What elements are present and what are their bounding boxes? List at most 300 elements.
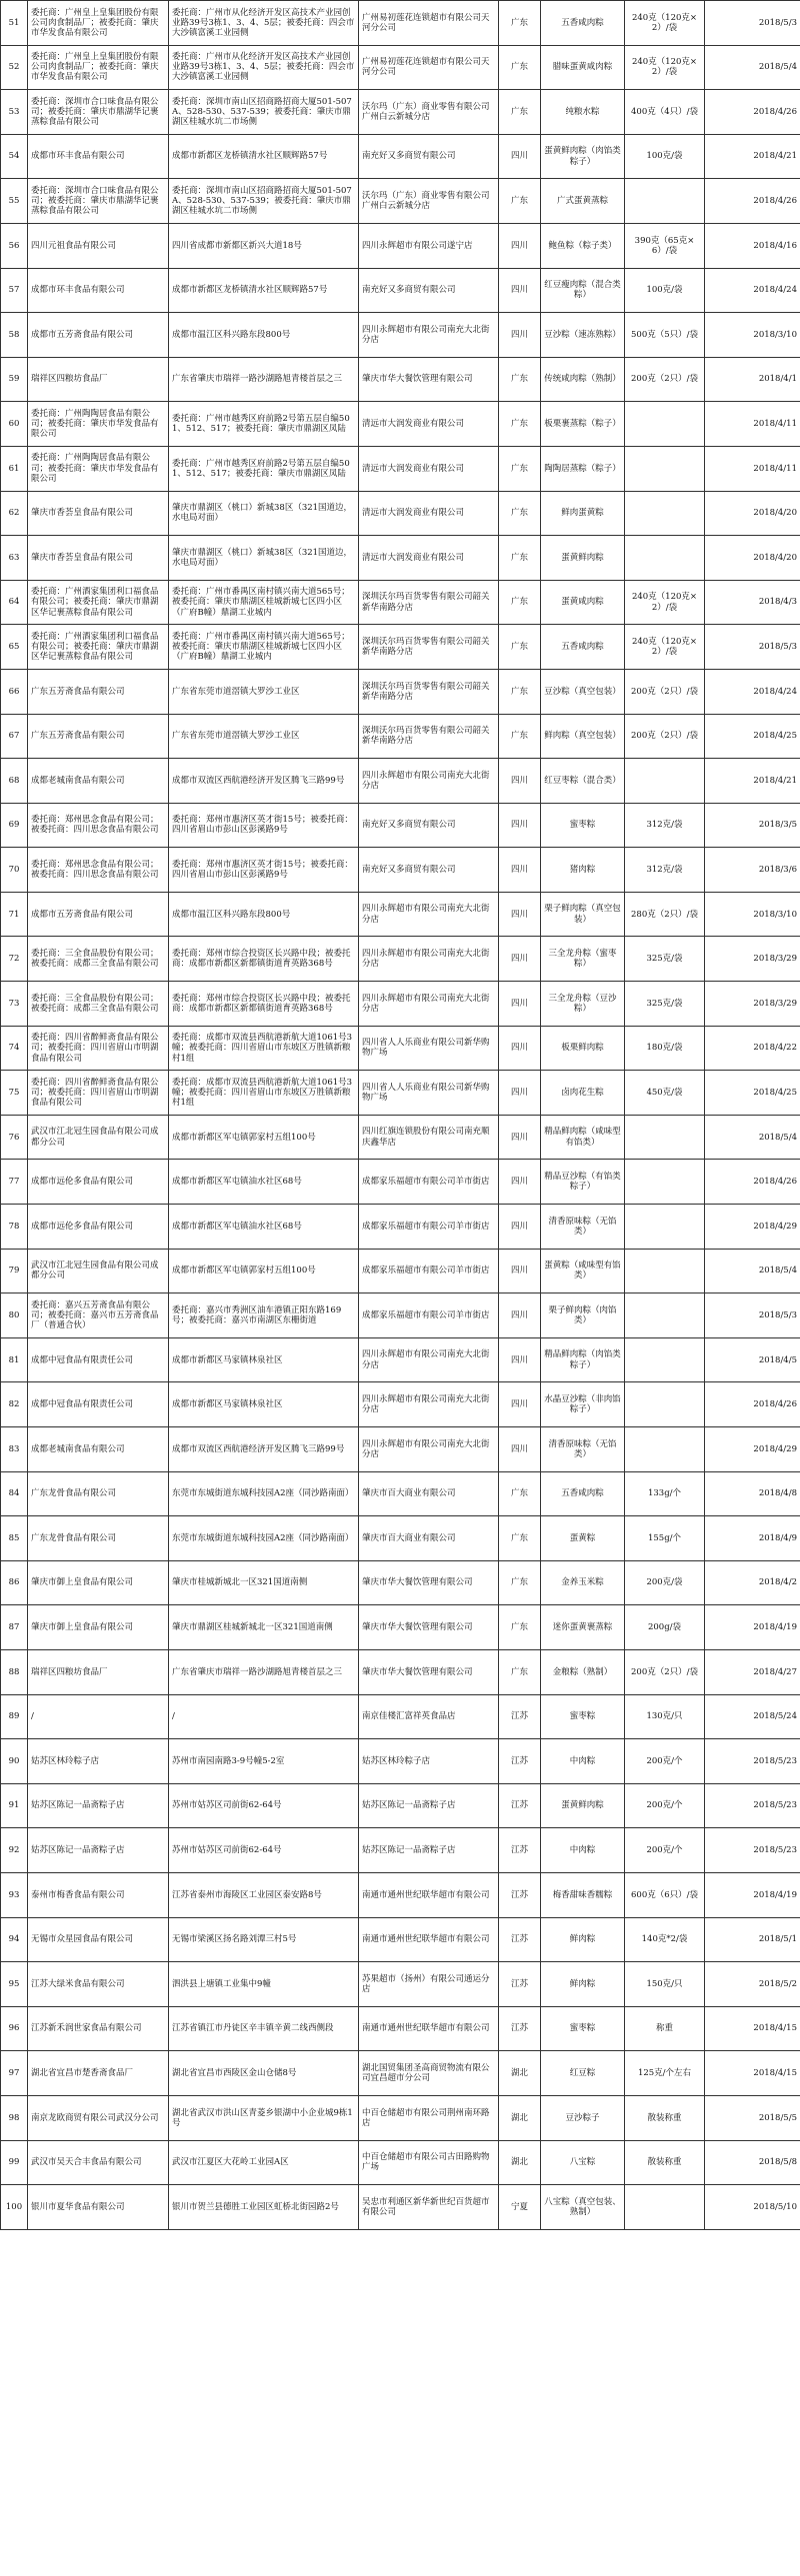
table-row (1, 1516, 800, 1561)
producer-address-cell: 成都市新都区龙桥镇清水社区顺辉路57号 (169, 134, 359, 179)
producer-cell: 瑞祥区四粮坊食品厂 (28, 357, 169, 402)
table-row (1, 1293, 800, 1338)
product-name-cell: 豆沙粽（真空包装） (541, 669, 625, 714)
specification-cell: 280克（2只）/袋 (625, 892, 705, 937)
row-number: 58 (1, 313, 28, 358)
seller-cell: 南通市通州世纪联华超市有限公司 (359, 1872, 499, 1917)
province-cell: 四川 (499, 313, 541, 358)
row-number: 79 (1, 1249, 28, 1293)
specification-cell: 180克/袋 (625, 1026, 705, 1071)
table-row (1, 313, 800, 358)
production-date-cell: 2018/4/15 (705, 2006, 800, 2051)
specification-cell: 200g/袋 (625, 1605, 705, 1650)
seller-cell: 沃尔玛（广东）商业零售有限公司广州白云新城分店 (359, 90, 499, 135)
production-date-cell: 2018/4/9 (705, 1516, 800, 1561)
province-cell: 广东 (499, 1471, 541, 1516)
product-name-cell: 蜜枣粽 (541, 2006, 625, 2051)
table-row (1, 2185, 800, 2230)
product-name-cell: 三全龙舟粽（蜜枣粽） (541, 937, 625, 982)
production-date-cell: 2018/3/10 (705, 892, 800, 937)
producer-address-cell: 东莞市东城街道东城科技园A2座（同沙路南面） (169, 1471, 359, 1516)
table-row (1, 580, 800, 625)
production-date-cell: 2018/5/23 (705, 1739, 800, 1784)
specification-cell (625, 1115, 705, 1160)
table-row (1, 1560, 800, 1605)
row-number: 86 (1, 1560, 28, 1605)
seller-cell: 沃尔玛（广东）商业零售有限公司广州白云新城分店 (359, 179, 499, 224)
province-cell: 湖北 (499, 2140, 541, 2185)
table-row (1, 892, 800, 937)
producer-address-cell: 广东省肇庆市瑞祥一路沙湖路旭青楼首层之三 (169, 1649, 359, 1694)
specification-cell: 155g/个 (625, 1516, 705, 1561)
producer-cell: 委托商：嘉兴五芳斋食品有限公司；被委托商：嘉兴市五芳斋食品厂（普通合伙） (28, 1293, 169, 1338)
production-date-cell: 2018/5/5 (705, 2095, 800, 2140)
product-name-cell: 陶陶居蒸粽（粽子） (541, 446, 625, 491)
producer-cell: 委托商：四川省醉鲜斋食品有限公司；被委托商：四川省眉山市明湖食品有限公司 (28, 1026, 169, 1071)
specification-cell: 600克（6只）/袋 (625, 1872, 705, 1917)
producer-address-cell: 东莞市东城街道东城科技园A2座（同沙路南面） (169, 1516, 359, 1561)
production-date-cell: 2018/5/4 (705, 1249, 800, 1293)
table-row (1, 223, 800, 268)
producer-address-cell: 委托商：广州市番禺区南村镇兴南大道565号；被委托商：肇庆市鼎湖区桂城新城七区四小区（广府B幢）鼎湖工业城内 (169, 580, 359, 625)
province-cell: 宁夏 (499, 2185, 541, 2230)
specification-cell: 400克（4只）/袋 (625, 90, 705, 135)
producer-address-cell: 委托商：郑州市惠济区英才街15号；被委托商：四川省眉山市彭山区彭溪路9号 (169, 803, 359, 848)
seller-cell: 姑苏区陈记一品斋粽子店 (359, 1828, 499, 1873)
seller-cell: 深圳沃尔玛百货零售有限公司韶关新华南路分店 (359, 714, 499, 759)
seller-cell: 南充好又多商贸有限公司 (359, 268, 499, 313)
product-name-cell: 蛋黄鲜肉粽 (541, 536, 625, 581)
table-row (1, 402, 800, 447)
seller-cell: 南通市通州世纪联华超市有限公司 (359, 2006, 499, 2051)
product-name-cell: 精品鲜肉粽（咸味型有馅类） (541, 1115, 625, 1160)
table-row (1, 536, 800, 581)
seller-cell: 成都家乐福超市有限公司羊市街店 (359, 1160, 499, 1205)
table-row (1, 1649, 800, 1694)
producer-cell: / (28, 1694, 169, 1739)
producer-cell: 广东五芳斋食品有限公司 (28, 669, 169, 714)
producer-cell: 肇庆市御上皇食品有限公司 (28, 1605, 169, 1650)
producer-address-cell: 肇庆市鼎湖区（桃口）新城38区（321国道边，水电局对面） (169, 491, 359, 536)
row-number: 91 (1, 1783, 28, 1828)
seller-cell: 成都家乐福超市有限公司羊市街店 (359, 1293, 499, 1338)
producer-address-cell: 成都市新都区马家镇林泉社区 (169, 1337, 359, 1382)
producer-address-cell: 成都市新都区军屯镇油水社区68号 (169, 1205, 359, 1250)
producer-address-cell: 湖北省宜昌市西陵区金山仓储8号 (169, 2051, 359, 2096)
product-name-cell: 广式蛋黄蒸粽 (541, 179, 625, 224)
row-number: 57 (1, 268, 28, 313)
row-number: 71 (1, 892, 28, 937)
row-number: 68 (1, 759, 28, 804)
production-date-cell: 2018/5/2 (705, 1962, 800, 2007)
producer-address-cell: 委托商：深圳市南山区招商路招商大厦501-507A、528-530、537-539；被委托商：肇庆市鼎湖区桂城水坑二市场侧 (169, 179, 359, 224)
production-date-cell: 2018/4/1 (705, 357, 800, 402)
producer-address-cell: 成都市双流区西航港经济开发区腾飞三路99号 (169, 1427, 359, 1472)
province-cell: 广东 (499, 446, 541, 491)
table-body (1, 1, 800, 2230)
province-cell: 四川 (499, 803, 541, 848)
producer-cell: 广东龙骨食品有限公司 (28, 1516, 169, 1561)
producer-address-cell: 武汉市江夏区大花岭工业园A区 (169, 2140, 359, 2185)
producer-cell: 委托商：四川省醉鲜斋食品有限公司；被委托商：四川省眉山市明湖食品有限公司 (28, 1071, 169, 1116)
producer-address-cell: 委托商：郑州市综合投资区长兴路中段；被委托商：成都市新都区新都镇街道育英路368号 (169, 937, 359, 982)
table-row (1, 491, 800, 536)
product-name-cell: 栗子鲜肉粽（真空包装） (541, 892, 625, 937)
row-number: 77 (1, 1160, 28, 1205)
product-name-cell: 红豆粽 (541, 2051, 625, 2096)
producer-cell: 委托商：广州皇上皇集团股份有限公司肉食制品厂；被委托商：肇庆市华发食品有限公司 (28, 45, 169, 90)
table-row (1, 759, 800, 804)
producer-cell: 成都市环丰食品有限公司 (28, 134, 169, 179)
table-row (1, 1783, 800, 1828)
table-row (1, 669, 800, 714)
province-cell: 江苏 (499, 1694, 541, 1739)
table-row (1, 1739, 800, 1784)
table-row (1, 2095, 800, 2140)
product-name-cell: 蛋黄鲜肉粽 (541, 1783, 625, 1828)
province-cell: 四川 (499, 1337, 541, 1382)
province-cell: 广东 (499, 179, 541, 224)
table-row (1, 179, 800, 224)
specification-cell: 500克（5只）/袋 (625, 313, 705, 358)
production-date-cell: 2018/5/23 (705, 1828, 800, 1873)
province-cell: 广东 (499, 357, 541, 402)
row-number: 53 (1, 90, 28, 135)
seller-cell: 清远市大润发商业有限公司 (359, 402, 499, 447)
producer-cell: 成都老城南食品有限公司 (28, 759, 169, 804)
product-name-cell: 中肉粽 (541, 1828, 625, 1873)
producer-cell: 四川元祖食品有限公司 (28, 223, 169, 268)
specification-cell: 140克*2/袋 (625, 1917, 705, 1962)
province-cell: 江苏 (499, 1739, 541, 1784)
product-name-cell: 豆沙粽（速冻熟粽） (541, 313, 625, 358)
producer-cell: 委托商：广州陶陶居食品有限公司；被委托商：肇庆市华发食品有限公司 (28, 402, 169, 447)
table-row (1, 1872, 800, 1917)
specification-cell: 100克/袋 (625, 134, 705, 179)
producer-address-cell: 成都市双流区西航港经济开发区腾飞三路99号 (169, 759, 359, 804)
row-number: 51 (1, 1, 28, 46)
table-row (1, 803, 800, 848)
province-cell: 江苏 (499, 1962, 541, 2007)
product-name-cell: 三全龙舟粽（豆沙粽） (541, 982, 625, 1027)
specification-cell: 312克/袋 (625, 803, 705, 848)
province-cell: 广东 (499, 45, 541, 90)
producer-cell: 委托商：广州酒家集团利口福食品有限公司；被委托商：肇庆市鼎湖区华记裹蒸粽食品有限公司 (28, 580, 169, 625)
row-number: 80 (1, 1293, 28, 1338)
seller-cell: 四川永辉超市有限公司南充大北街分店 (359, 1427, 499, 1472)
row-number: 88 (1, 1649, 28, 1694)
specification-cell: 200克（2只）/袋 (625, 1649, 705, 1694)
production-date-cell: 2018/4/24 (705, 669, 800, 714)
province-cell: 四川 (499, 1071, 541, 1116)
producer-cell: 武汉市江北冠生园食品有限公司成都分公司 (28, 1249, 169, 1293)
product-name-cell: 精品鲜肉粽（肉馅类粽子） (541, 1337, 625, 1382)
seller-cell: 苏果超市（扬州）有限公司通运分店 (359, 1962, 499, 2007)
seller-cell: 四川永辉超市有限公司南充大北街分店 (359, 937, 499, 982)
producer-address-cell: 肇庆市鼎湖区桂城新城北一区321国道南侧 (169, 1605, 359, 1650)
production-date-cell: 2018/4/20 (705, 536, 800, 581)
province-cell: 广东 (499, 714, 541, 759)
product-name-cell: 板栗鲜肉粽 (541, 1026, 625, 1071)
producer-address-cell: 委托商：郑州市综合投资区长兴路中段；被委托商：成都市新都区新都镇街道育英路368号 (169, 982, 359, 1027)
seller-cell: 四川永辉超市有限公司南充大北街分店 (359, 759, 499, 804)
province-cell: 四川 (499, 848, 541, 893)
row-number: 55 (1, 179, 28, 224)
specification-cell: 390克（65克×6）/袋 (625, 223, 705, 268)
row-number: 73 (1, 982, 28, 1027)
production-date-cell: 2018/5/3 (705, 625, 800, 670)
product-name-cell: 猪肉粽 (541, 848, 625, 893)
producer-address-cell: 委托商：郑州市惠济区英才街15号；被委托商：四川省眉山市彭山区彭溪路9号 (169, 848, 359, 893)
product-name-cell: 鲜肉粽（真空包装） (541, 714, 625, 759)
province-cell: 四川 (499, 1293, 541, 1338)
table-row (1, 2006, 800, 2051)
production-date-cell: 2018/4/20 (705, 491, 800, 536)
seller-cell: 肇庆市华大餐饮管理有限公司 (359, 357, 499, 402)
production-date-cell: 2018/4/19 (705, 1872, 800, 1917)
product-name-cell: 蛋黄粽 (541, 1516, 625, 1561)
production-date-cell: 2018/4/26 (705, 179, 800, 224)
seller-cell: 清远市大润发商业有限公司 (359, 536, 499, 581)
seller-cell: 中百仓储超市有限公司古田路购物广场 (359, 2140, 499, 2185)
row-number: 70 (1, 848, 28, 893)
province-cell: 江苏 (499, 1872, 541, 1917)
table-row (1, 268, 800, 313)
table-row (1, 1382, 800, 1427)
producer-cell: 成都中冠食品有限责任公司 (28, 1382, 169, 1427)
row-number: 85 (1, 1516, 28, 1561)
row-number: 74 (1, 1026, 28, 1071)
province-cell: 四川 (499, 268, 541, 313)
producer-address-cell: 成都市新都区军屯镇郭家村五组100号 (169, 1115, 359, 1160)
producer-cell: 成都中冠食品有限责任公司 (28, 1337, 169, 1382)
table-row (1, 1828, 800, 1873)
province-cell: 江苏 (499, 1917, 541, 1962)
producer-cell: 江苏新禾润世家食品有限公司 (28, 2006, 169, 2051)
row-number: 54 (1, 134, 28, 179)
production-date-cell: 2018/5/3 (705, 1, 800, 46)
producer-cell: 武汉市吴天合丰食品有限公司 (28, 2140, 169, 2185)
row-number: 64 (1, 580, 28, 625)
specification-cell (625, 2185, 705, 2230)
production-date-cell: 2018/4/21 (705, 134, 800, 179)
product-name-cell: 红豆枣粽（混合类） (541, 759, 625, 804)
product-name-cell: 蜜枣粽 (541, 803, 625, 848)
production-date-cell: 2018/4/2 (705, 1560, 800, 1605)
production-date-cell: 2018/5/4 (705, 45, 800, 90)
seller-cell: 四川永辉超市有限公司遂宁店 (359, 223, 499, 268)
province-cell: 四川 (499, 223, 541, 268)
province-cell: 江苏 (499, 1783, 541, 1828)
row-number: 89 (1, 1694, 28, 1739)
table-row (1, 1917, 800, 1962)
specification-cell: 称重 (625, 2006, 705, 2051)
specification-cell: 散装称重 (625, 2095, 705, 2140)
producer-address-cell: 无锡市梁溪区扬名路刘潭三村5号 (169, 1917, 359, 1962)
product-name-cell: 蛋黄咸肉粽 (541, 580, 625, 625)
row-number: 84 (1, 1471, 28, 1516)
product-name-cell: 精品豆沙粽（有馅类粽子） (541, 1160, 625, 1205)
specification-cell: 散装称重 (625, 2140, 705, 2185)
province-cell: 四川 (499, 1249, 541, 1293)
producer-address-cell: / (169, 1694, 359, 1739)
producer-address-cell: 湖北省武汉市洪山区青菱乡银湖中小企业城9栋1号 (169, 2095, 359, 2140)
production-date-cell: 2018/5/1 (705, 1917, 800, 1962)
seller-cell: 南充好又多商贸有限公司 (359, 134, 499, 179)
production-date-cell: 2018/4/29 (705, 1205, 800, 1250)
province-cell: 四川 (499, 1115, 541, 1160)
province-cell: 广东 (499, 1560, 541, 1605)
seller-cell: 清远市大润发商业有限公司 (359, 446, 499, 491)
row-number: 76 (1, 1115, 28, 1160)
province-cell: 四川 (499, 1205, 541, 1250)
row-number: 83 (1, 1427, 28, 1472)
seller-cell: 南充好又多商贸有限公司 (359, 803, 499, 848)
seller-cell: 肇庆市百大商业有限公司 (359, 1516, 499, 1561)
production-date-cell: 2018/4/11 (705, 446, 800, 491)
producer-address-cell: 广东省肇庆市瑞祥一路沙湖路旭青楼首层之三 (169, 357, 359, 402)
producer-cell: 委托商：广州皇上皇集团股份有限公司肉食制品厂；被委托商：肇庆市华发食品有限公司 (28, 1, 169, 46)
producer-address-cell: 成都市新都区龙桥镇清水社区顺辉路57号 (169, 268, 359, 313)
production-date-cell: 2018/4/26 (705, 1160, 800, 1205)
producer-cell: 委托商：三全食品股份有限公司；被委托商：成都三全食品有限公司 (28, 937, 169, 982)
row-number: 69 (1, 803, 28, 848)
table-row (1, 357, 800, 402)
row-number: 97 (1, 2051, 28, 2096)
specification-cell: 240克（120克×2）/袋 (625, 45, 705, 90)
table-row (1, 1, 800, 46)
table-row (1, 1115, 800, 1160)
row-number: 98 (1, 2095, 28, 2140)
producer-cell: 姑苏区陈记一品斋粽子店 (28, 1783, 169, 1828)
row-number: 87 (1, 1605, 28, 1650)
seller-cell: 四川永辉超市有限公司南充大北街分店 (359, 982, 499, 1027)
table-row (1, 937, 800, 982)
row-number: 56 (1, 223, 28, 268)
production-date-cell: 2018/4/21 (705, 759, 800, 804)
table-row (1, 134, 800, 179)
product-name-cell: 鲍鱼粽（粽子类） (541, 223, 625, 268)
production-date-cell: 2018/5/10 (705, 2185, 800, 2230)
province-cell: 湖北 (499, 2095, 541, 2140)
province-cell: 四川 (499, 1160, 541, 1205)
production-date-cell: 2018/4/25 (705, 1071, 800, 1116)
row-number: 52 (1, 45, 28, 90)
province-cell: 广东 (499, 1, 541, 46)
product-name-cell: 清香原味粽（无馅类） (541, 1205, 625, 1250)
province-cell: 广东 (499, 90, 541, 135)
row-number: 78 (1, 1205, 28, 1250)
table-row (1, 1249, 800, 1293)
specification-cell: 200克（2只）/袋 (625, 357, 705, 402)
product-name-cell: 金粮粽（熟制） (541, 1649, 625, 1694)
producer-cell: 成都市五芳斋食品有限公司 (28, 313, 169, 358)
province-cell: 广东 (499, 625, 541, 670)
producer-address-cell: 委托商：广州市从化经济开发区高技术产业园创业路39号3栋1、3、4、5层；被委托商：四会市大沙镇富溪工业园侧 (169, 1, 359, 46)
producer-cell: 肇庆市香荟皇食品有限公司 (28, 536, 169, 581)
producer-address-cell: 成都市温江区科兴路东段800号 (169, 892, 359, 937)
producer-address-cell: 苏州市姑苏区司前街62-64号 (169, 1828, 359, 1873)
province-cell: 广东 (499, 491, 541, 536)
product-name-cell: 蛋黄鲜肉粽（肉馅类粽子） (541, 134, 625, 179)
seller-cell: 广州易初莲花连锁超市有限公司天河分公司 (359, 1, 499, 46)
specification-cell (625, 491, 705, 536)
product-name-cell: 八宝粽 (541, 2140, 625, 2185)
producer-cell: 银川市夏华食品有限公司 (28, 2185, 169, 2230)
specification-cell: 100克/袋 (625, 268, 705, 313)
seller-cell: 四川永辉超市有限公司南充大北街分店 (359, 313, 499, 358)
province-cell: 四川 (499, 134, 541, 179)
specification-cell: 125克/个左右 (625, 2051, 705, 2096)
producer-cell: 成都老城南食品有限公司 (28, 1427, 169, 1472)
producer-address-cell: 委托商：广州市番禺区南村镇兴南大道565号；被委托商：肇庆市鼎湖区桂城新城七区四小区（广府B幢）鼎湖工业城内 (169, 625, 359, 670)
production-date-cell: 2018/4/27 (705, 1649, 800, 1694)
table-row (1, 1605, 800, 1650)
product-name-cell: 卤肉花生粽 (541, 1071, 625, 1116)
province-cell: 四川 (499, 982, 541, 1027)
seller-cell: 姑苏区林玲粽子店 (359, 1739, 499, 1784)
producer-cell: 瑞祥区四粮坊食品厂 (28, 1649, 169, 1694)
seller-cell: 深圳沃尔玛百货零售有限公司韶关新华南路分店 (359, 669, 499, 714)
production-date-cell: 2018/5/24 (705, 1694, 800, 1739)
producer-address-cell: 委托商：嘉兴市秀洲区油车港镇正阳东路169号；被委托商：嘉兴市南湖区东栅街道 (169, 1293, 359, 1338)
seller-cell: 南京佳楼汇富祥英食品店 (359, 1694, 499, 1739)
table-row (1, 1962, 800, 2007)
producer-address-cell: 委托商：广州市从化经济开发区高技术产业园创业路39号3栋1、3、4、5层；被委托商：四会市大沙镇富溪工业园侧 (169, 45, 359, 90)
table-row (1, 1427, 800, 1472)
producer-cell: 委托商：深圳市合口味食品有限公司；被委托商：肇庆市鼎湖华记裹蒸粽食品有限公司 (28, 90, 169, 135)
table-row (1, 2140, 800, 2185)
producer-cell: 委托商：广州陶陶居食品有限公司；被委托商：肇庆市华发食品有限公司 (28, 446, 169, 491)
product-name-cell: 板栗裹蒸粽（粽子） (541, 402, 625, 447)
producer-cell: 江苏大绿米食品有限公司 (28, 1962, 169, 2007)
specification-cell (625, 1427, 705, 1472)
product-name-cell: 五香咸肉粽 (541, 1, 625, 46)
production-date-cell: 2018/4/22 (705, 1026, 800, 1071)
row-number: 66 (1, 669, 28, 714)
product-name-cell: 蜜枣粽 (541, 1694, 625, 1739)
province-cell: 四川 (499, 1427, 541, 1472)
seller-cell: 成都家乐福超市有限公司羊市街店 (359, 1249, 499, 1293)
specification-cell: 240克（120克×2）/袋 (625, 580, 705, 625)
product-name-cell: 蛋黄粽（咸味型有馅类） (541, 1249, 625, 1293)
specification-cell: 312克/袋 (625, 848, 705, 893)
specification-cell: 200克/个 (625, 1828, 705, 1873)
row-number: 60 (1, 402, 28, 447)
production-date-cell: 2018/4/19 (705, 1605, 800, 1650)
table-row (1, 1694, 800, 1739)
producer-address-cell: 肇庆市桂城新城北一区321国道南侧 (169, 1560, 359, 1605)
specification-cell: 200克/袋 (625, 1560, 705, 1605)
province-cell: 四川 (499, 892, 541, 937)
producer-address-cell: 成都市新都区马家镇林泉社区 (169, 1382, 359, 1427)
row-number: 75 (1, 1071, 28, 1116)
seller-cell: 肇庆市华大餐饮管理有限公司 (359, 1649, 499, 1694)
table-row (1, 1337, 800, 1382)
producer-cell: 委托商：郑州思念食品有限公司；被委托商：四川思念食品有限公司 (28, 848, 169, 893)
row-number: 95 (1, 1962, 28, 2007)
producer-address-cell: 苏州市姑苏区司前街62-64号 (169, 1783, 359, 1828)
specification-cell: 200克（2只）/袋 (625, 669, 705, 714)
table-row (1, 1071, 800, 1116)
specification-cell: 325克/袋 (625, 982, 705, 1027)
product-name-cell: 金养玉米粽 (541, 1560, 625, 1605)
producer-cell: 委托商：深圳市合口味食品有限公司；被委托商：肇庆市鼎湖华记裹蒸粽食品有限公司 (28, 179, 169, 224)
seller-cell: 深圳沃尔玛百货零售有限公司韶关新华南路分店 (359, 580, 499, 625)
producer-cell: 肇庆市香荟皇食品有限公司 (28, 491, 169, 536)
province-cell: 广东 (499, 1649, 541, 1694)
seller-cell: 中百仓储超市有限公司荆州南环路店 (359, 2095, 499, 2140)
